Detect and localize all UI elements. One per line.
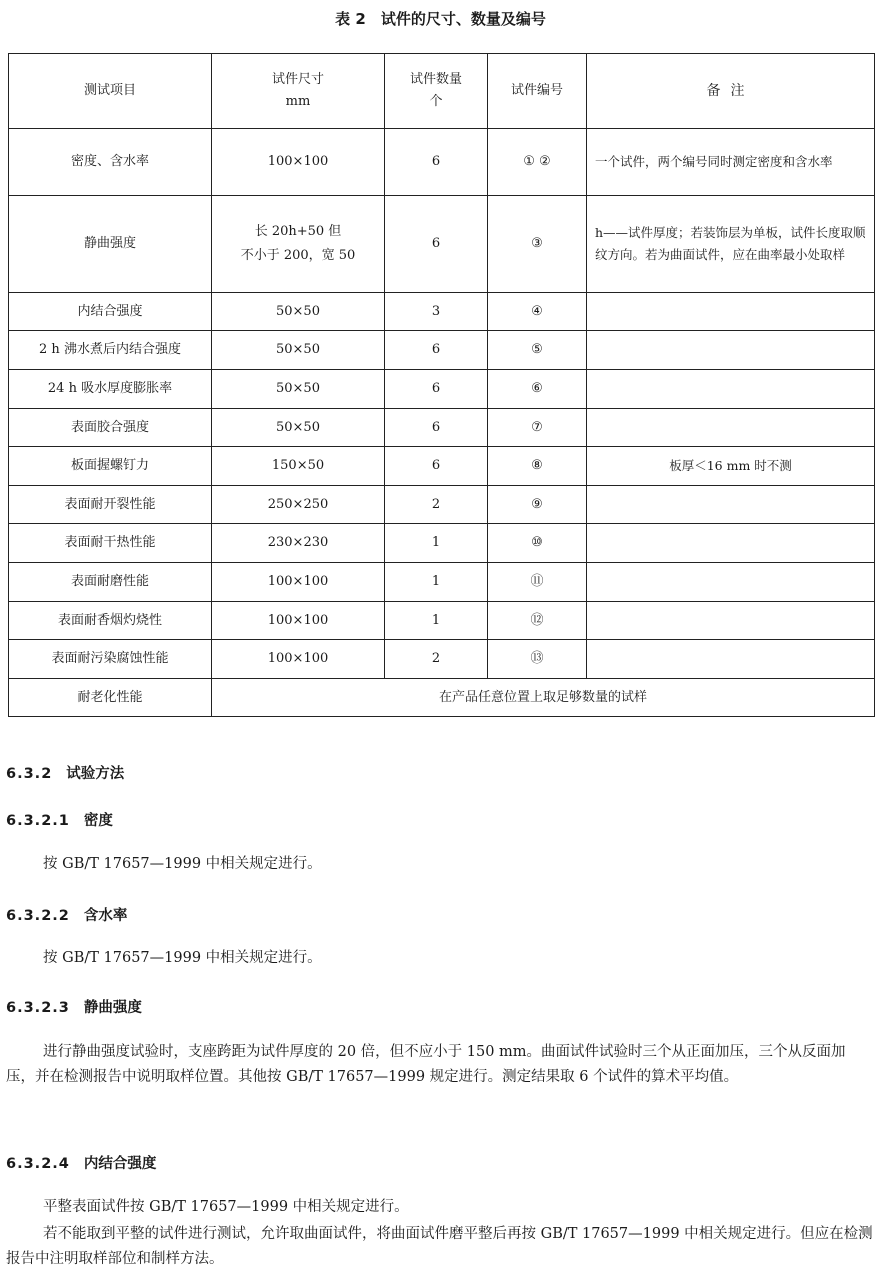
cell-count: 2 [385,640,488,679]
table-row-last [9,679,875,717]
cell-count: 1 [385,524,488,563]
cell-note [587,640,875,679]
cell-item: 24 h 吸水厚度膨胀率 [9,370,212,409]
cell-size: 150×50 [212,447,385,486]
cell-item: 静曲强度 [9,196,212,293]
table-row [9,331,875,370]
cell-size: 50×50 [212,293,385,331]
cell-number: ④ [488,293,587,331]
cell-number: ⑦ [488,409,587,447]
cell-size: 100×100 [212,129,385,196]
cell-note [587,409,875,447]
cell-size: 50×50 [212,331,385,370]
cell-count: 6 [385,370,488,409]
cell-size: 长 20h+50 但 不小于 200，宽 50 [212,196,385,293]
cell-note [587,331,875,370]
table-row [9,563,875,602]
cell-count: 6 [385,409,488,447]
table-row [9,524,875,563]
table-row [9,370,875,409]
table-row [9,293,875,331]
cell-item: 表面耐开裂性能 [9,486,212,524]
cell-count: 2 [385,486,488,524]
cell-note [587,602,875,640]
cell-count: 6 [385,196,488,293]
header-note: 备注 [587,54,875,129]
cell-number: ⑨ [488,486,587,524]
header-number: 试件编号 [488,54,587,129]
section-heading: 6.3.2.3 静曲强度 [6,1000,142,1016]
cell-item: 表面耐干热性能 [9,524,212,563]
table-row [9,447,875,486]
cell-size: 230×230 [212,524,385,563]
section-heading: 6.3.2 试验方法 [6,766,125,782]
section-heading: 6.3.2.4 内结合强度 [6,1156,157,1172]
cell-count: 6 [385,129,488,196]
cell-item: 耐老化性能 [9,679,212,717]
cell-item: 2 h 沸水煮后内结合强度 [9,331,212,370]
table-row [9,640,875,679]
cell-note [587,563,875,602]
cell-item: 表面胶合强度 [9,409,212,447]
cell-note: 板厚＜16 mm 时不测 [587,447,875,486]
section-heading: 6.3.2.2 含水率 [6,908,128,924]
table-row [9,486,875,524]
cell-merged-note: 在产品任意位置上取足够数量的试样 [212,679,875,717]
cell-note [587,524,875,563]
cell-size: 250×250 [212,486,385,524]
header-item: 测试项目 [9,54,212,129]
cell-number: ⑧ [488,447,587,486]
paragraph: 按 GB/T 17657—1999 中相关规定进行。 [43,856,322,872]
cell-note [587,370,875,409]
cell-number: ⑫ [488,602,587,640]
cell-count: 1 [385,602,488,640]
cell-number: ⑪ [488,563,587,602]
specimen-table [8,53,875,717]
table-header-row [9,54,875,129]
cell-item: 表面耐磨性能 [9,563,212,602]
table-row [9,602,875,640]
cell-number: ⑩ [488,524,587,563]
cell-note [587,486,875,524]
table-row [9,129,875,196]
table-caption: 表 2 试件的尺寸、数量及编号 [335,10,546,28]
table-row [9,409,875,447]
cell-number: ③ [488,196,587,293]
cell-item: 密度、含水率 [9,129,212,196]
header-count: 试件数量 个 [385,54,488,129]
cell-count: 6 [385,447,488,486]
paragraph: 按 GB/T 17657—1999 中相关规定进行。 [43,950,322,966]
cell-item: 表面耐香烟灼烧性 [9,602,212,640]
cell-count: 6 [385,331,488,370]
header-size: 试件尺寸 mm [212,54,385,129]
cell-item: 表面耐污染腐蚀性能 [9,640,212,679]
cell-number: ⑤ [488,331,587,370]
paragraph: 若不能取到平整的试件进行测试，允许取曲面试件，将曲面试件磨平整后再按 GB/T 17657—1999 中相关规定进行。但应在检测报告中注明取样部位和制样方法。 [6,1226,873,1267]
cell-size: 100×100 [212,640,385,679]
cell-note: 一个试件，两个编号同时测定密度和含水率 [587,129,875,196]
cell-number: ⑥ [488,370,587,409]
cell-count: 1 [385,563,488,602]
section-heading: 6.3.2.1 密度 [6,813,113,829]
cell-size: 100×100 [212,602,385,640]
paragraph: 平整表面试件按 GB/T 17657—1999 中相关规定进行。 [43,1199,409,1215]
cell-size: 100×100 [212,563,385,602]
cell-size: 50×50 [212,370,385,409]
cell-number: ⑬ [488,640,587,679]
cell-count: 3 [385,293,488,331]
cell-note [587,293,875,331]
cell-note: h——试件厚度；若装饰层为单板，试件长度取顺纹方向。若为曲面试件，应在曲率最小处取样 [587,196,875,293]
cell-number: ① ② [488,129,587,196]
cell-item: 内结合强度 [9,293,212,331]
cell-size: 50×50 [212,409,385,447]
cell-item: 板面握螺钉力 [9,447,212,486]
table-row [9,196,875,293]
paragraph: 进行静曲强度试验时，支座跨距为试件厚度的 20 倍，但不应小于 150 mm。曲面试件试验时三个从正面加压，三个从反面加压，并在检测报告中说明取样位置。其他按 GB/T 17657—1999 规定进行。测定结果取 6 个试件的算术平均值。 [6,1044,846,1085]
